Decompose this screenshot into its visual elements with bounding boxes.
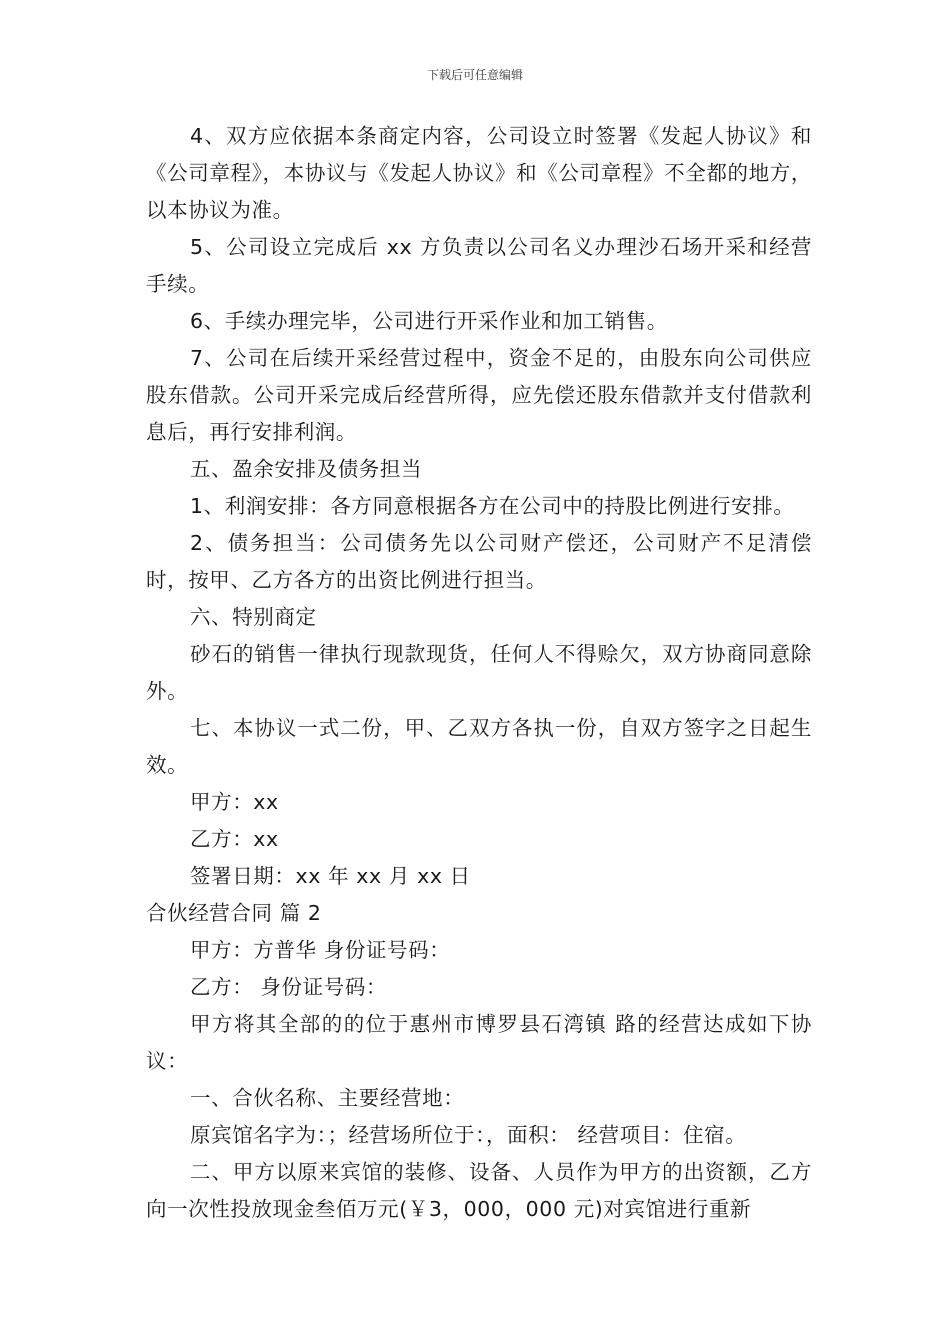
contract-title: 合伙经营合同 篇 2 — [146, 901, 322, 925]
page-header: 下载后可任意编辑 — [426, 68, 523, 82]
paragraph: 1、利润安排：各方同意根据各方在公司中的持股比例进行安排。 — [190, 494, 795, 518]
paragraph: 二、甲方以原来宾馆的装修、设备、人员作为甲方的出资额，乙方向一次性投放现金叁佰万元(￥3，000，000 元)对宾馆进行重新 — [146, 1160, 812, 1221]
paragraph: 砂石的销售一律执行现款现货，任何人不得赊欠，双方协商同意除外。 — [146, 642, 812, 703]
party-b-line: 乙方： 身份证号码： — [190, 975, 388, 999]
paragraph: 6、手续办理完毕，公司进行开采作业和加工销售。 — [190, 309, 668, 333]
paragraph: 5、公司设立完成后 xx 方负责以公司名义办理沙石场开采和经营手续。 — [146, 235, 812, 296]
paragraph: 原宾馆名字为：；经营场所位于：，面积： 经营项目：住宿。 — [190, 1123, 747, 1147]
document-body — [146, 118, 812, 1228]
section-heading: 五、盈余安排及债务担当 — [190, 457, 423, 481]
party-a-line: 甲方：方普华 身份证号码： — [190, 938, 451, 962]
paragraph: 4、双方应依据本条商定内容，公司设立时签署《发起人协议》和《公司章程》，本协议与《发起人协议》和《公司章程》不全都的地方，以本协议为准。 — [146, 124, 812, 222]
section-heading: 六、特别商定 — [190, 605, 317, 629]
paragraph: 七、本协议一式二份，甲、乙双方各执一份，自双方签字之日起生效。 — [146, 716, 812, 777]
signing-date-line: 签署日期：xx 年 xx 月 xx 日 — [190, 864, 471, 888]
party-b-line: 乙方：xx — [190, 827, 279, 851]
party-a-line: 甲方：xx — [190, 790, 279, 814]
paragraph: 2、债务担当：公司债务先以公司财产偿还，公司财产不足清偿时，按甲、乙方各方的出资比例进行担当。 — [146, 531, 812, 592]
paragraph: 甲方将其全部的的位于惠州市博罗县石湾镇 路的经营达成如下协议： — [146, 1012, 812, 1073]
paragraph: 7、公司在后续开采经营过程中，资金不足的，由股东向公司供应股东借款。公司开采完成后经营所得，应先偿还股东借款并支付借款利息后，再行安排利润。 — [146, 346, 812, 444]
section-heading: 一、合伙名称、主要经营地： — [190, 1086, 465, 1110]
